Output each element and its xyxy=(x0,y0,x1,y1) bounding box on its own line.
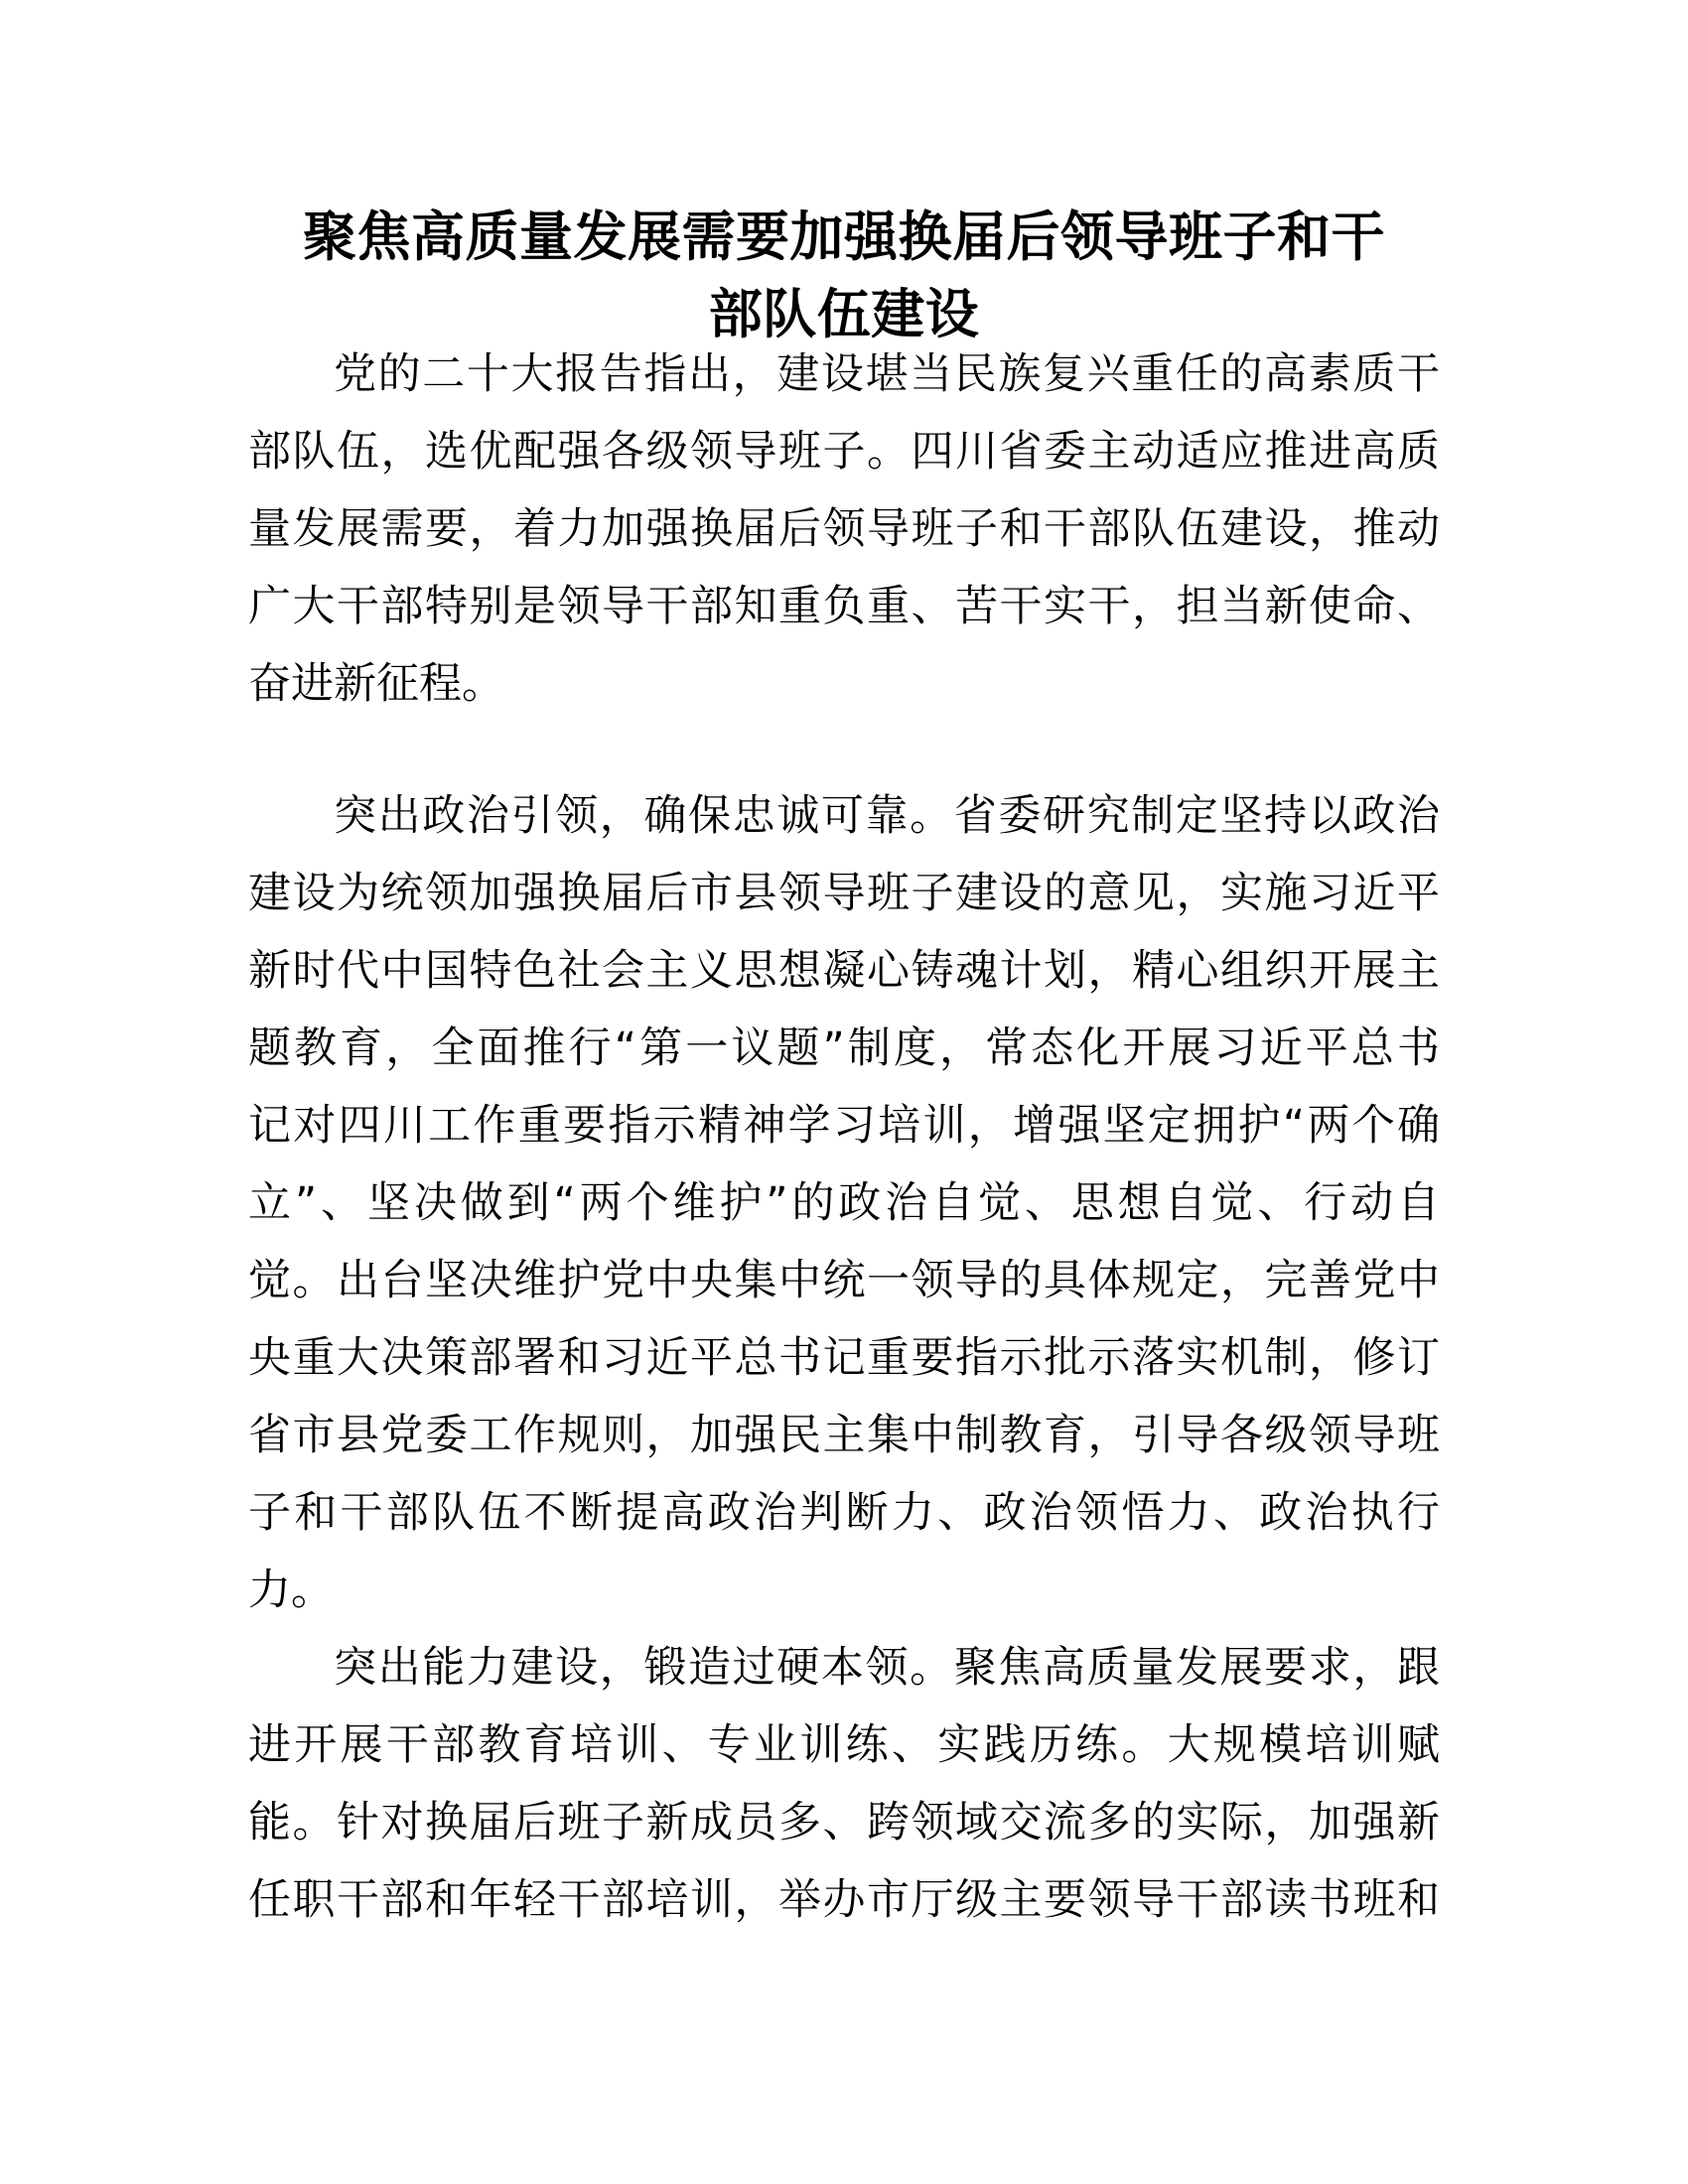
paragraph-line: 新时代中国特色社会主义思想凝心铸魂计划，精心组织开展主 xyxy=(248,946,1440,996)
paragraph xyxy=(248,777,1440,1629)
paragraph-line: 省市县党委工作规则，加强民主集中制教育，引导各级领导班 xyxy=(248,1411,1440,1460)
paragraph-line: 党的二十大报告指出，建设堪当民族复兴重任的高素质干 xyxy=(334,349,1440,399)
paragraph-line: 任职干部和年轻干部培训，举办市厅级主要领导干部读书班和 xyxy=(248,1875,1440,1925)
paragraph-line: 部队伍，选优配强各级领导班子。四川省委主动适应推进高质 xyxy=(248,427,1440,477)
paragraph-line: 奋进新征程。 xyxy=(248,659,504,709)
paragraph-line: 央重大决策部署和习近平总书记重要指示批示落实机制，修订 xyxy=(248,1333,1440,1383)
paragraph xyxy=(248,1629,1440,1939)
paragraph-line: 记对四川工作重要指示精神学习培训，增强坚定拥护“两个确 xyxy=(248,1101,1440,1151)
paragraph-line: 立”、坚决做到“两个维护”的政治自觉、思想自觉、行动自 xyxy=(248,1178,1440,1228)
title-line: 部队伍建设 xyxy=(708,283,980,345)
paragraph-line: 广大干部特别是领导干部知重负重、苦干实干，担当新使命、 xyxy=(248,582,1440,631)
paragraph-line: 觉。出台坚决维护党中央集中统一领导的具体规定，完善党中 xyxy=(248,1256,1440,1305)
paragraph-line: 突出能力建设，锻造过硬本领。聚焦高质量发展要求，跟 xyxy=(334,1643,1440,1693)
paragraph-line: 突出政治引领，确保忠诚可靠。省委研究制定坚持以政治 xyxy=(334,791,1440,841)
paragraph-line: 建设为统领加强换届后市县领导班子建设的意见，实施习近平 xyxy=(248,869,1440,918)
paragraph xyxy=(248,336,1440,723)
paragraph-line: 力。 xyxy=(248,1566,334,1615)
paragraph-line: 能。针对换届后班子新成员多、跨领域交流多的实际，加强新 xyxy=(248,1798,1440,1847)
document-title xyxy=(248,199,1440,353)
paragraph-line: 子和干部队伍不断提高政治判断力、政治领悟力、政治执行 xyxy=(248,1488,1440,1538)
paragraph-line: 量发展需要，着力加强换届后领导班子和干部队伍建设，推动 xyxy=(248,504,1440,554)
paragraph-line: 题教育，全面推行“第一议题”制度，常态化开展习近平总书 xyxy=(248,1024,1440,1073)
paragraph-line: 进开展干部教育培训、专业训练、实践历练。大规模培训赋 xyxy=(248,1720,1440,1770)
title-line: 聚焦高质量发展需要加强换届后领导班子和干 xyxy=(303,205,1385,268)
